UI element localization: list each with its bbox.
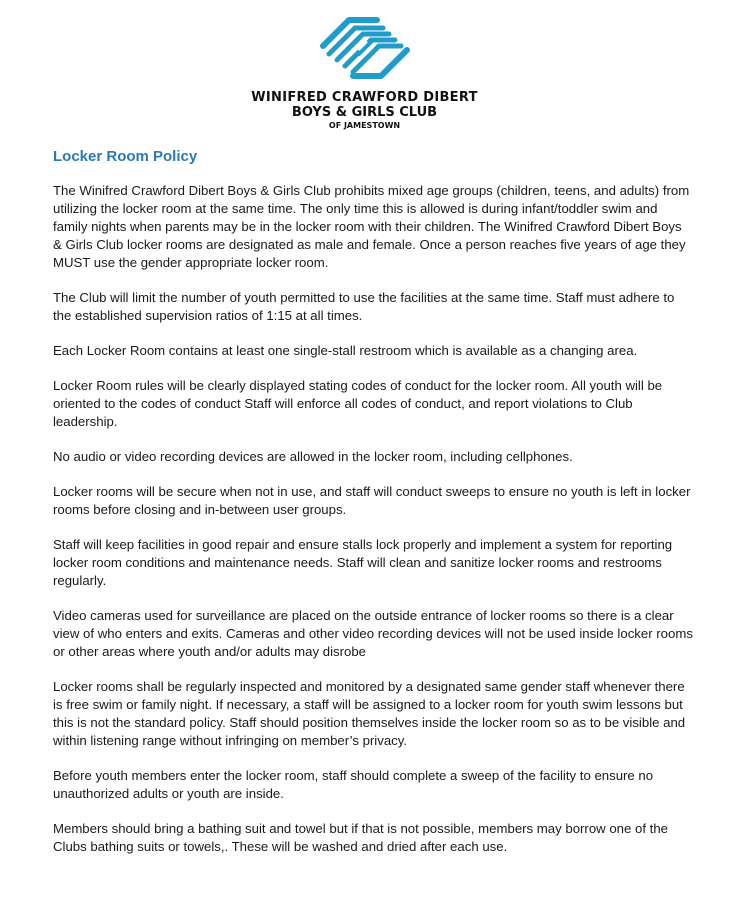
policy-paragraph: Locker Room rules will be clearly displayed stating codes of conduct for the locker room. All youth will be oriented to the codes of conduct Staff will enforce all codes of conduct, and report violations to Club leadership. <box>53 378 663 429</box>
org-name-line1: WINIFRED CRAWFORD DIBERT <box>251 90 478 105</box>
policy-paragraph: The Winifred Crawford Dibert Boys & Girls Club prohibits mixed age groups (children, teens, and adults) from utilizing the locker room at the same time. The only time this is allowed is during infant/toddler swim and family nights when parents may be in the locker room with their children. The Winifred Crawford Dibert Boys & Girls Club locker rooms are designated as male and female. Once a person reaches five years of age they MUST use the gender appropriate locker room. <box>53 183 690 270</box>
policy-paragraph: Each Locker Room contains at least one single-stall restroom which is available as a changing area. <box>53 343 638 358</box>
policy-paragraph: Members should bring a bathing suit and towel but if that is not possible, members may borrow one of the Clubs bathing suits or towels,. These will be washed and dried after each use. <box>53 821 669 854</box>
policy-body <box>53 182 693 873</box>
page-title: Locker Room Policy <box>53 148 198 165</box>
document-header <box>0 16 729 131</box>
policy-paragraph: No audio or video recording devices are allowed in the locker room, including cellphones. <box>53 449 573 464</box>
policy-paragraph: Locker rooms shall be regularly inspected and monitored by a designated same gender staff whenever there is free swim or family night. If necessary, a staff will be assigned to a locker room for youth swim lessons but this is not the standard policy. Staff should position themselves inside the locker room so as to be visible and within listening range without infringing on member’s privacy. <box>53 679 686 748</box>
org-name-line2: BOYS & GIRLS CLUB <box>291 105 438 120</box>
policy-paragraph: The Club will limit the number of youth permitted to use the facilities at the same time. Staff must adhere to the established supervision ratios of 1:15 at all times. <box>53 290 675 323</box>
boys-and-girls-club-logo-icon <box>319 16 411 80</box>
policy-paragraph: Before youth members enter the locker room, staff should complete a sweep of the facility to ensure no unauthorized adults or youth are inside. <box>53 768 654 801</box>
policy-paragraph: Locker rooms will be secure when not in use, and staff will conduct sweeps to ensure no youth is left in locker rooms before closing and in-between user groups. <box>53 484 691 517</box>
policy-paragraph: Staff will keep facilities in good repair and ensure stalls lock properly and implement a system for reporting locker room conditions and maintenance needs. Staff will clean and sanitize locker rooms and restrooms regularly. <box>53 537 673 588</box>
policy-paragraph: Video cameras used for surveillance are placed on the outside entrance of locker rooms so there is a clear view of who enters and exits. Cameras and other video recording devices will not be used inside locker rooms or other areas where youth and/or adults may disrobe <box>53 608 693 659</box>
org-name-line3: OF JAMESTOWN <box>328 121 401 130</box>
